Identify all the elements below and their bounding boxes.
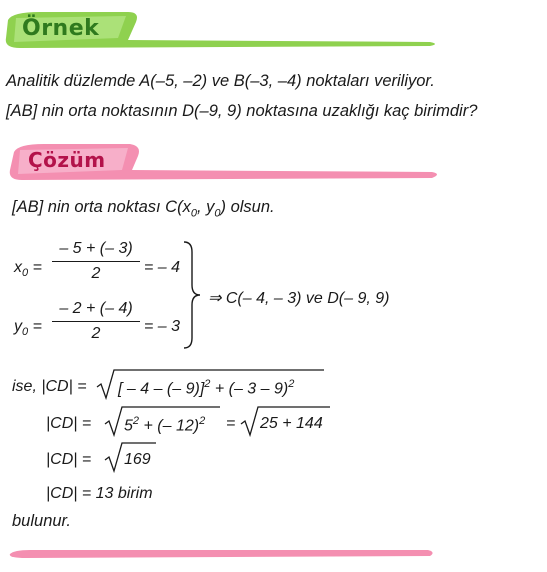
closing-text: bulunur. (12, 512, 72, 530)
step2-sup-b: 2 (199, 415, 206, 427)
step2-radicand-c: 25 + 144 (260, 415, 323, 432)
y0-eq: = (32, 318, 42, 335)
step3-prefix: |CD| = (46, 451, 92, 468)
x0-sub: 0 (22, 267, 29, 280)
implies-result: ⇒ C(– 4, – 3) ve D(– 9, 9) (208, 290, 390, 307)
solution-title: Çözüm (28, 148, 106, 172)
intro-text-b: , y (196, 198, 215, 216)
step2-radicand-b: + (– 12) (139, 417, 200, 435)
step2-sup-a: 2 (132, 415, 140, 427)
x0-var: x (14, 259, 22, 276)
example-line-2: [AB] nin orta noktasının D(–9, 9) noktasına uzaklığı kaç birimdir? (6, 102, 478, 120)
y0-label (14, 318, 42, 338)
y0-var: y (14, 318, 22, 335)
example-title: Örnek (22, 16, 100, 41)
bottom-divider (0, 548, 547, 560)
y0-denominator: 2 (91, 325, 101, 343)
step2-radicand (124, 415, 205, 435)
x0-result: = – 4 (144, 259, 181, 276)
step1-sup-b: 2 (288, 378, 295, 390)
step4-result: |CD| = 13 birim (46, 485, 153, 502)
step2-radicand-a: 5 (124, 417, 133, 435)
example-banner (0, 8, 547, 48)
x0-label (14, 259, 42, 279)
intro-sub-2: 0 (214, 207, 221, 220)
y0-result: = – 3 (144, 318, 181, 335)
step1-radicand-b: + (– 3 – 9) (210, 380, 289, 398)
step2-prefix: |CD| = (46, 415, 92, 432)
intro-sub-1: 0 (190, 207, 197, 220)
example-line-1: Analitik düzlemde A(–5, –2) ve B(–3, –4) noktaları veriliyor. (6, 72, 435, 90)
y0-fraction-bar (52, 321, 140, 322)
solution-intro (12, 198, 275, 219)
x0-fraction (52, 240, 140, 283)
y0-numerator: – 2 + (– 4) (59, 300, 133, 317)
x0-numerator: – 5 + (– 3) (59, 240, 133, 257)
intro-text-c: ) olsun. (220, 198, 275, 216)
step3-radicand: 169 (124, 451, 151, 468)
step1-radicand-a: [ – 4 – (– 9)] (118, 380, 205, 398)
step1-prefix: ise, |CD| = (12, 378, 87, 395)
step1-sup-a: 2 (204, 378, 211, 390)
x0-denominator: 2 (91, 265, 101, 283)
intro-text-a: [AB] nin orta noktası C(x (12, 198, 191, 216)
x0-eq: = (32, 259, 42, 276)
right-brace (182, 240, 202, 350)
y0-sub: 0 (22, 326, 29, 339)
step1-radicand (118, 378, 294, 398)
x0-fraction-bar (52, 261, 140, 262)
solution-banner (0, 142, 547, 182)
y0-fraction (52, 300, 140, 343)
step2-eq: = (226, 415, 236, 432)
